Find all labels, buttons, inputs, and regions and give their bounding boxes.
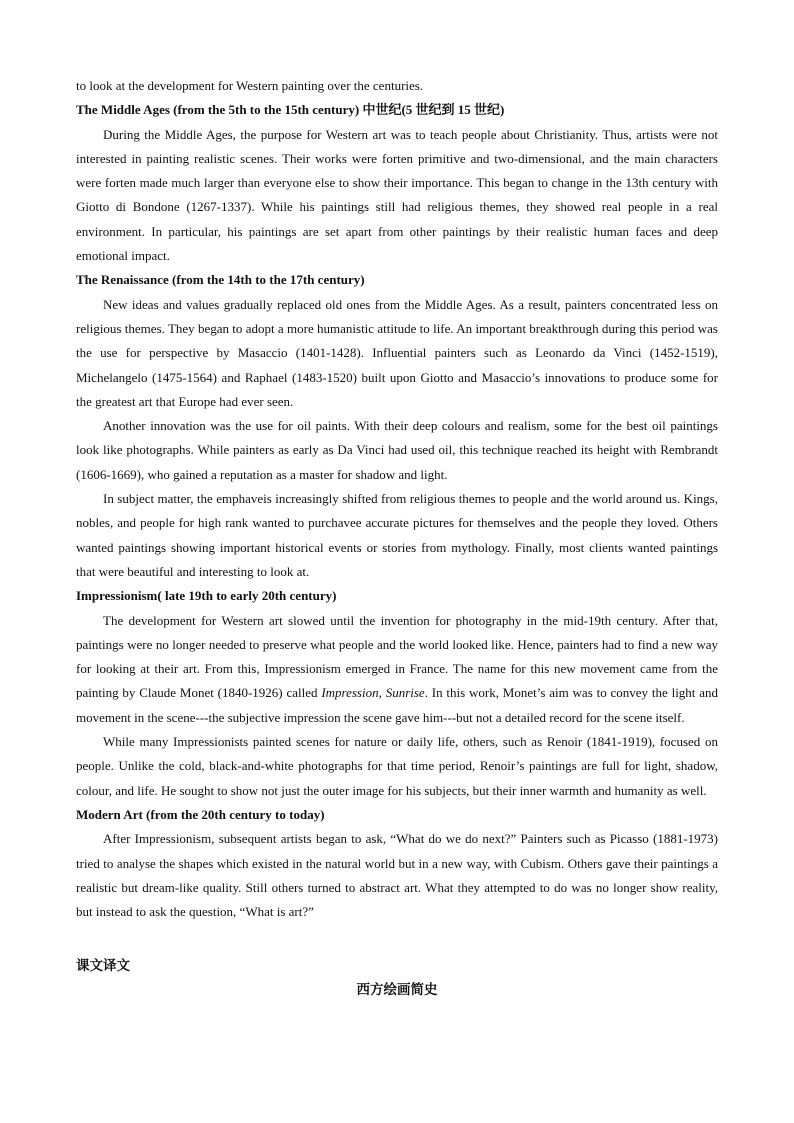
paragraph-middle-ages-1: During the Middle Ages, the purpose for Western art was to teach people about Christianity. Thus, artists were not interested in painting realistic scenes. Their works were forten primitive and two-dimensional, and the main characters were forten made much larger than everyone else to show their importance. This began to change in the 13th century with Giotto di Bondone (1267-1337). While his paintings still had religious themes, they showed real people in a real environment. In particular, his paintings are set apart from other paintings by their realistic human faces and deep emotional impact. bbox=[76, 126, 718, 264]
paragraph-impressionism-2: While many Impressionists painted scenes for nature or daily life, others, such as Renoir (1841-1919), focused on people. Unlike the cold, black-and-white photographs for that time period, Renoir’s paintings are full for light, shadow, colour, and life. He sought to show not just the outer image for his subjects, but their inner warmth and humanity as well. bbox=[76, 734, 718, 798]
section-spacer bbox=[76, 924, 718, 954]
translation-title: 西方绘画简史 bbox=[356, 982, 438, 998]
intro-line: to look at the development for Western painting over the centuries. bbox=[76, 78, 424, 93]
heading-modern-art: Modern Art (from the 20th century to today) bbox=[76, 806, 325, 822]
paragraph-renaissance-2: Another innovation was the use for oil paints. With their deep colours and realism, some for the best oil paintings look like photographs. While painters as early as Da Vinci had used oil, this technique reached its height with Rembrandt (1606-1669), who gained a reputation as a master for shadow and light. bbox=[76, 418, 718, 482]
heading-impressionism: Impressionism( late 19th to early 20th century) bbox=[76, 588, 337, 604]
translation-label: 课文译文 bbox=[76, 958, 130, 974]
document-page bbox=[76, 74, 718, 1002]
heading-renaissance: The Renaissance (from the 14th to the 17th century) bbox=[76, 272, 365, 288]
paragraph-modern-art-1: After Impressionism, subsequent artists began to ask, “What do we do next?” Painters such as Picasso (1881-1973) tried to analyse the shapes which existed in the natural world but in a new way, with Cubism. Others gave their paintings a realistic but dream-like quality. Still others turned to abstract art. What they attempted to do was no longer show reality, but instead to ask the question, “What is art?” bbox=[76, 831, 718, 920]
paragraph-impressionism-1-before: The development for Western art slowed until the invention for photography in the mid-19th century. After that, paintings were no longer needed to preserve what people and the world looked like. Hence, painters had to find a new way for looking at their art. From this, Impressionism emerged in France. The name for this new movement came from the painting by Claude Monet (1840-1926) called bbox=[76, 612, 718, 701]
painting-title-impression: Impression bbox=[321, 685, 379, 701]
painting-title-sunrise: Sunrise bbox=[385, 685, 425, 701]
paragraph-impressionism-1 bbox=[76, 609, 718, 730]
painting-title-comma: , bbox=[378, 685, 386, 701]
paragraph-impressionism-1-after: . In this work, Monet’s aim was to convey the light and movement in the scene---the subjective impression the scene gave him---but not a detailed record for the scene itself. bbox=[76, 685, 719, 725]
paragraph-renaissance-3: In subject matter, the emphaveis increasingly shifted from religious themes to people and the world around us. Kings, nobles, and people for high rank wanted to purchavee accurate pictures for themselves and the people they loved. Others wanted paintings showing important historical events or stories from mythology. Finally, most clients wanted paintings that were beautiful and interesting to look at. bbox=[76, 491, 718, 579]
heading-middle-ages: The Middle Ages (from the 5th to the 15th century) 中世纪(5 世纪到 15 世纪) bbox=[76, 102, 505, 118]
paragraph-renaissance-1: New ideas and values gradually replaced old ones from the Middle Ages. As a result, painters concentrated less on religious themes. They began to adopt a more humanistic attitude to life. An important breakthrough during this period was the use for perspective by Masaccio (1401-1428). Influential painters such as Leonardo da Vinci (1452-1519), Michelangelo (1475-1564) and Raphael (1483-1520) built upon Giotto and Masaccio’s innovations to produce some for the greatest art that Europe had ever seen. bbox=[76, 296, 718, 409]
